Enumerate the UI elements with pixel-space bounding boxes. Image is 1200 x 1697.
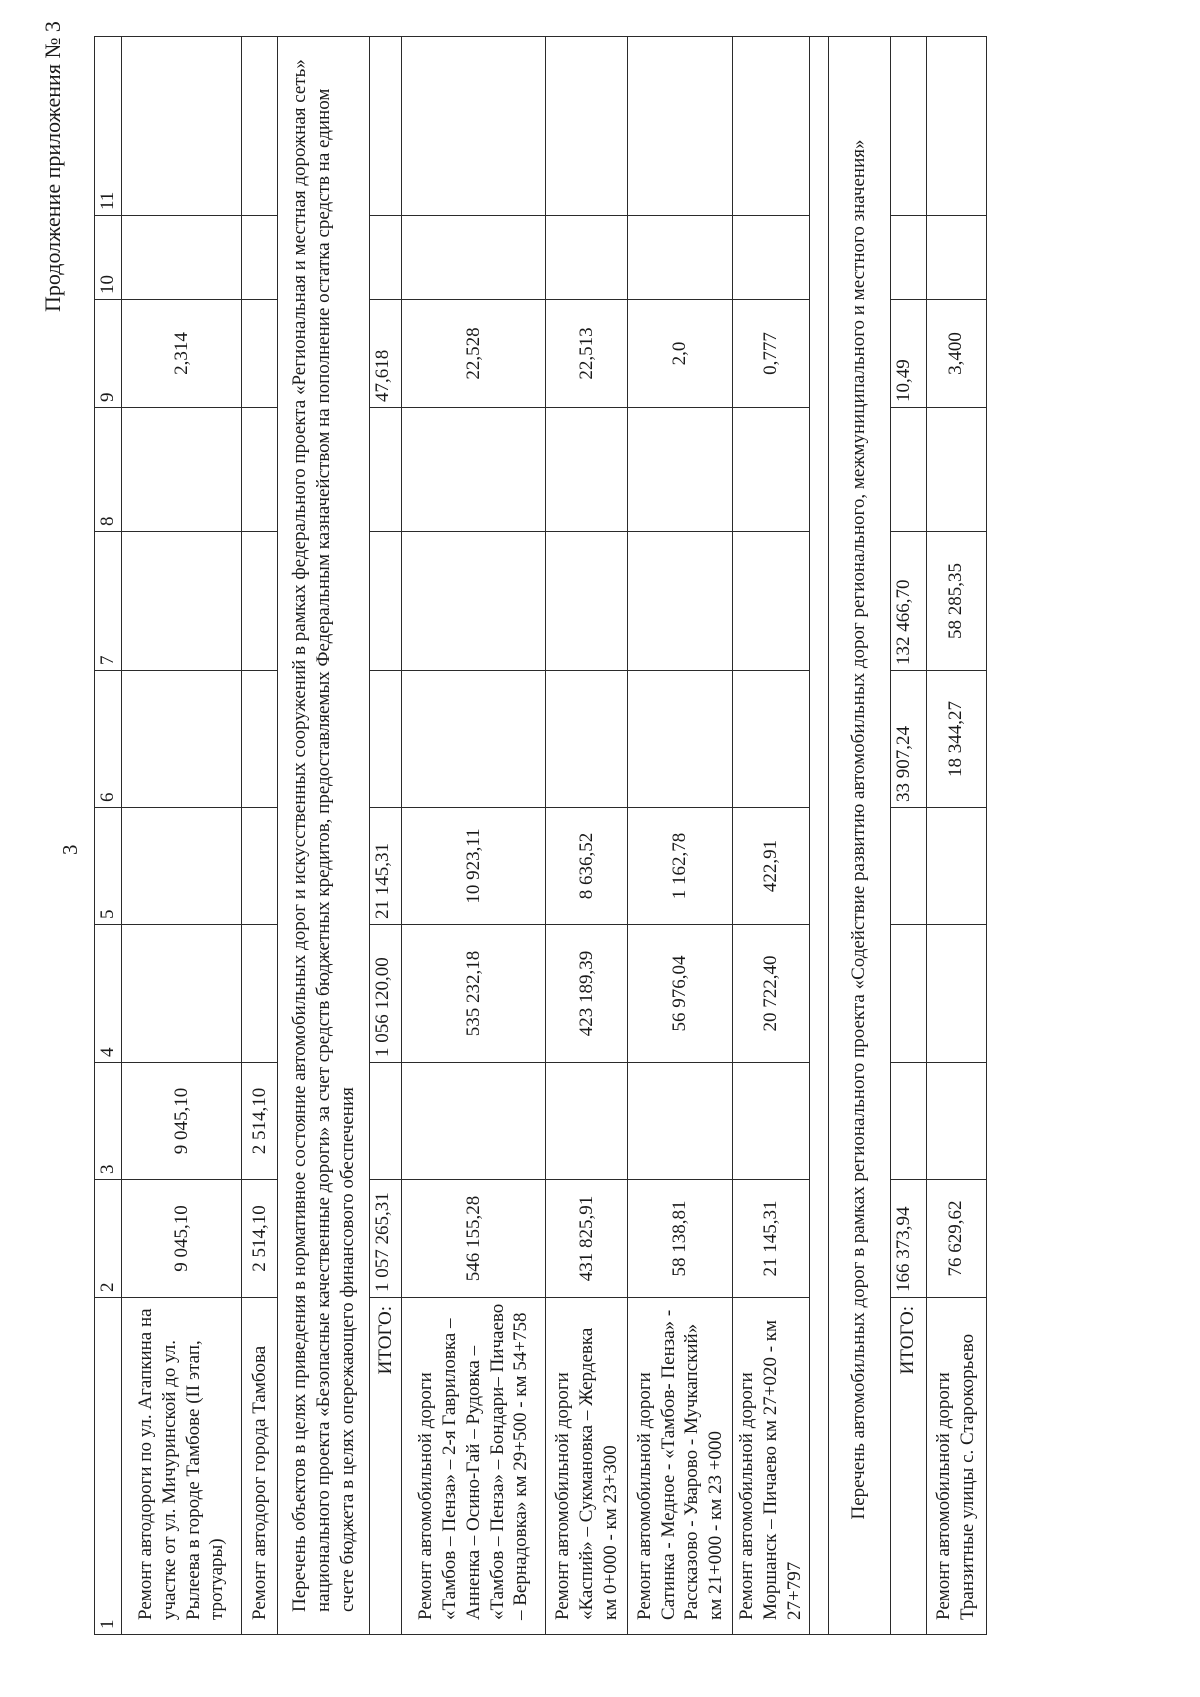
value-cell: 2,0 (628, 300, 733, 408)
value-cell: 18 344,27 (926, 671, 986, 808)
value-cell: 546 155,28 (402, 1180, 546, 1298)
total-value (370, 408, 402, 532)
total-value: 21 145,31 (370, 808, 402, 925)
total-value (890, 408, 926, 532)
value-cell (242, 37, 278, 216)
col-header-7: 7 (95, 532, 122, 671)
value-cell (733, 37, 809, 216)
value-cell (242, 671, 278, 808)
value-cell: 0,777 (733, 300, 809, 408)
col-header-2: 2 (95, 1180, 122, 1298)
total-label: ИТОГО: (370, 1298, 402, 1635)
value-cell (242, 408, 278, 532)
object-name: Ремонт автомобильной дороги «Каспий» – Сукмановка – Жердевка км 0+000 - км 23+300 (546, 1298, 628, 1635)
total-value (370, 216, 402, 300)
budget-table (94, 36, 987, 1635)
value-cell (122, 671, 242, 808)
total-value (370, 37, 402, 216)
value-cell (402, 532, 546, 671)
table-row (926, 37, 986, 1635)
value-cell (546, 532, 628, 671)
value-cell (242, 216, 278, 300)
value-cell: 58 138,81 (628, 1180, 733, 1298)
value-cell (122, 925, 242, 1063)
value-cell (546, 671, 628, 808)
total-value (370, 1063, 402, 1180)
value-cell: 20 722,40 (733, 925, 809, 1063)
value-cell (926, 37, 986, 216)
value-cell: 431 825,91 (546, 1180, 628, 1298)
value-cell: 2,314 (122, 300, 242, 408)
value-cell: 76 629,62 (926, 1180, 986, 1298)
section-heading-row (828, 37, 890, 1635)
page-number: 3 (58, 844, 82, 855)
col-header-5: 5 (95, 808, 122, 925)
table-row (242, 37, 278, 1635)
value-cell (242, 532, 278, 671)
value-cell (733, 408, 809, 532)
spacer-cell (809, 37, 828, 1635)
table-row (628, 37, 733, 1635)
value-cell (926, 408, 986, 532)
value-cell (546, 37, 628, 216)
total-label: ИТОГО: (890, 1298, 926, 1635)
total-value: 1 057 265,31 (370, 1180, 402, 1298)
value-cell (122, 216, 242, 300)
value-cell (402, 216, 546, 300)
value-cell (733, 532, 809, 671)
total-value (370, 532, 402, 671)
col-header-6: 6 (95, 671, 122, 808)
section-heading-row (278, 37, 370, 1635)
col-header-4: 4 (95, 925, 122, 1063)
value-cell (546, 1063, 628, 1180)
value-cell (402, 671, 546, 808)
value-cell: 21 145,31 (733, 1180, 809, 1298)
value-cell: 56 976,04 (628, 925, 733, 1063)
value-cell (546, 408, 628, 532)
object-name: Ремонт автомобильной дороги Сатинка - Медное - «Тамбов- Пенза» - Рассказово - Уварово - Мучкапский» км 21+000 - км 23 +000 (628, 1298, 733, 1635)
value-cell: 2 514,10 (242, 1180, 278, 1298)
table-row (546, 37, 628, 1635)
total-value (890, 925, 926, 1063)
value-cell (926, 1063, 986, 1180)
value-cell (242, 808, 278, 925)
value-cell (733, 216, 809, 300)
value-cell (546, 216, 628, 300)
spacer-row (809, 37, 828, 1635)
value-cell: 423 189,39 (546, 925, 628, 1063)
total-row (370, 37, 402, 1635)
value-cell: 8 636,52 (546, 808, 628, 925)
value-cell (402, 1063, 546, 1180)
value-cell (628, 37, 733, 216)
value-cell (122, 408, 242, 532)
value-cell (242, 300, 278, 408)
value-cell (628, 671, 733, 808)
value-cell (402, 37, 546, 216)
total-value (890, 216, 926, 300)
value-cell: 1 162,78 (628, 808, 733, 925)
value-cell (628, 1063, 733, 1180)
col-header-3: 3 (95, 1063, 122, 1180)
section-heading: Перечень объектов в целях приведения в нормативное состояние автомобильных дорог и искусственных сооружений в рамках федерального проекта «Региональная и местная дорожная сеть» национального проекта «Безопасные качественные дороги» за счет средств бюджетных кредитов, предоставляемых Федеральным казначейством на пополнение остатка средств на едином счете бюджета в целях опережающего финансового обеспечения (278, 37, 370, 1635)
value-cell: 535 232,18 (402, 925, 546, 1063)
value-cell: 22,513 (546, 300, 628, 408)
object-name: Ремонт автомобильной дороги «Тамбов – Пенза» – 2-я Гавриловка – Анненка – Осино-Гай – Рудовка – «Тамбов – Пенза» – Бондари– Пичаево – Вернадовка» км 29+500 - км 54+758 (402, 1298, 546, 1635)
col-header-1: 1 (95, 1298, 122, 1635)
value-cell (926, 925, 986, 1063)
value-cell (628, 408, 733, 532)
col-header-10: 10 (95, 216, 122, 300)
appendix-continuation-note: Продолжение приложения № 3 (40, 21, 65, 312)
total-value (890, 808, 926, 925)
value-cell: 2 514,10 (242, 1063, 278, 1180)
value-cell: 22,528 (402, 300, 546, 408)
total-value (890, 1063, 926, 1180)
value-cell (242, 925, 278, 1063)
total-row (890, 37, 926, 1635)
total-value: 10,49 (890, 300, 926, 408)
value-cell: 10 923,11 (402, 808, 546, 925)
table-row (402, 37, 546, 1635)
total-value: 132 466,70 (890, 532, 926, 671)
total-value (370, 671, 402, 808)
value-cell (628, 216, 733, 300)
object-name: Ремонт автомобильной дороги Транзитные улицы с. Старокорьево (926, 1298, 986, 1635)
table-row (122, 37, 242, 1635)
total-value (890, 37, 926, 216)
value-cell: 9 045,10 (122, 1063, 242, 1180)
value-cell (402, 408, 546, 532)
value-cell (926, 216, 986, 300)
col-header-9: 9 (95, 300, 122, 408)
value-cell (733, 1063, 809, 1180)
col-header-11: 11 (95, 37, 122, 216)
value-cell: 9 045,10 (122, 1180, 242, 1298)
total-value: 33 907,24 (890, 671, 926, 808)
value-cell (926, 808, 986, 925)
section-heading: Перечень автомобильных дорог в рамках регионального проекта «Содействие развитию автомобильных дорог регионального, межмуниципального и местного значения» (828, 37, 890, 1635)
value-cell (122, 532, 242, 671)
value-cell (733, 671, 809, 808)
value-cell: 3,400 (926, 300, 986, 408)
column-number-row (95, 37, 122, 1635)
total-value: 47,618 (370, 300, 402, 408)
col-header-8: 8 (95, 408, 122, 532)
object-name: Ремонт автомобильной дороги Моршанск – Пичаево км 27+020 - км 27+797 (733, 1298, 809, 1635)
total-value: 166 373,94 (890, 1180, 926, 1298)
value-cell (628, 532, 733, 671)
value-cell (122, 808, 242, 925)
value-cell: 422,91 (733, 808, 809, 925)
object-name: Ремонт автодорог города Тамбова (242, 1298, 278, 1635)
object-name: Ремонт автодороги по ул. Агапкина на участке от ул. Мичуринской до ул. Рылеева в городе Тамбове (II этап, тротуары) (122, 1298, 242, 1635)
table-row (733, 37, 809, 1635)
value-cell: 58 285,35 (926, 532, 986, 671)
value-cell (122, 37, 242, 216)
total-value: 1 056 120,00 (370, 925, 402, 1063)
